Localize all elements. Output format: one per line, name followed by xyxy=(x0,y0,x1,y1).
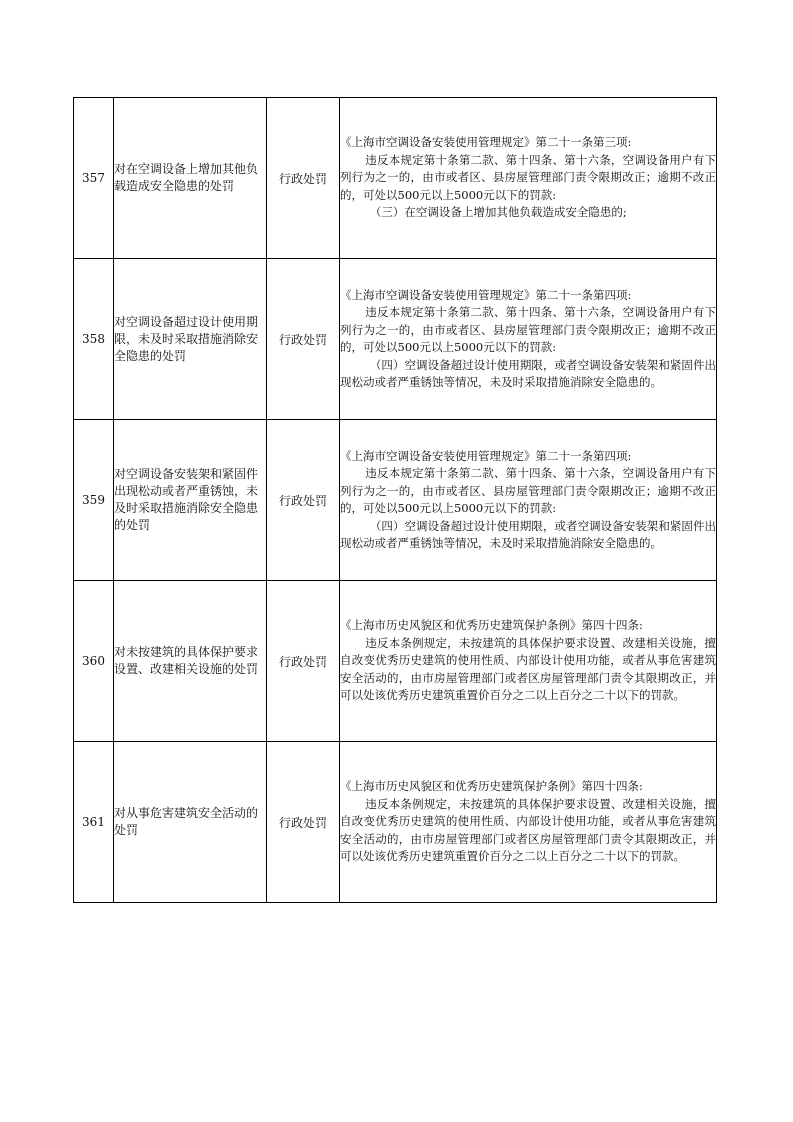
table-row xyxy=(74,742,717,903)
legal-basis xyxy=(340,98,717,259)
basis-body: 违反本条例规定，未按建筑的具体保护要求设置、改建相关设施，擅自改变优秀历史建筑的使用性质、内部设计使用功能，或者从事危害建筑安全活动的，由市房屋管理部门或者区房屋管理部门责令其限期改正，并可以处该优秀历史建筑重置价百分之二以上百分之二十以下的罚款。 xyxy=(340,635,716,703)
row-number: 360 xyxy=(74,581,114,742)
basis-citation: 《上海市历史风貌区和优秀历史建筑保护条例》第四十四条: xyxy=(340,618,643,633)
item-type: 行政处罚 xyxy=(267,742,340,903)
table-row xyxy=(74,259,717,420)
basis-body: 违反本规定第十条第二款、第十四条、第十六条，空调设备用户有下列行为之一的，由市或者区、县房屋管理部门责令限期改正；逾期不改正的，可处以500元以上5000元以下的罚款: xyxy=(340,305,716,354)
legal-basis xyxy=(340,420,717,581)
table-row xyxy=(74,581,717,742)
row-number: 359 xyxy=(74,420,114,581)
basis-item: （三）在空调设备上增加其他负载造成安全隐患的; xyxy=(369,205,627,220)
row-number: 361 xyxy=(74,742,114,903)
basis-item: （四）空调设备超过设计使用期限，或者空调设备安装架和紧固件出现松动或者严重锈蚀等情况，未及时采取措施消除安全隐患的。 xyxy=(340,357,716,389)
basis-body: 违反本规定第十条第二款、第十四条、第十六条，空调设备用户有下列行为之一的，由市或者区、县房屋管理部门责令限期改正；逾期不改正的，可处以500元以上5000元以下的罚款: xyxy=(340,466,716,515)
legal-basis xyxy=(340,742,717,903)
item-type: 行政处罚 xyxy=(267,420,340,581)
item-type: 行政处罚 xyxy=(267,581,340,742)
basis-citation: 《上海市空调设备安装使用管理规定》第二十一条第三项: xyxy=(340,135,632,150)
item-type: 行政处罚 xyxy=(267,259,340,420)
basis-citation: 《上海市空调设备安装使用管理规定》第二十一条第四项: xyxy=(340,287,632,302)
item-name: 对从事危害建筑安全活动的处罚 xyxy=(114,742,267,903)
basis-citation: 《上海市空调设备安装使用管理规定》第二十一条第四项: xyxy=(340,448,632,463)
table-row xyxy=(74,98,717,259)
item-name: 对在空调设备上增加其他负载造成安全隐患的处罚 xyxy=(114,98,267,259)
row-number: 357 xyxy=(74,98,114,259)
legal-basis xyxy=(340,259,717,420)
item-name: 对空调设备超过设计使用期限，未及时采取措施消除安全隐患的处罚 xyxy=(114,259,267,420)
table-row xyxy=(74,420,717,581)
basis-body: 违反本条例规定，未按建筑的具体保护要求设置、改建相关设施，擅自改变优秀历史建筑的使用性质、内部设计使用功能，或者从事危害建筑安全活动的，由市房屋管理部门或者区房屋管理部门责令其限期改正，并可以处该优秀历史建筑重置价百分之二以上百分之二十以下的罚款。 xyxy=(340,796,716,864)
penalty-table xyxy=(73,97,717,903)
item-type: 行政处罚 xyxy=(267,98,340,259)
item-name: 对未按建筑的具体保护要求设置、改建相关设施的处罚 xyxy=(114,581,267,742)
legal-basis xyxy=(340,581,717,742)
basis-body: 违反本规定第十条第二款、第十四条、第十六条，空调设备用户有下列行为之一的，由市或者区、县房屋管理部门责令限期改正；逾期不改正的，可处以500元以上5000元以下的罚款: xyxy=(340,152,716,202)
row-number: 358 xyxy=(74,259,114,420)
basis-item: （四）空调设备超过设计使用期限，或者空调设备安装架和紧固件出现松动或者严重锈蚀等情况，未及时采取措施消除安全隐患的。 xyxy=(340,518,716,550)
item-name: 对空调设备安装架和紧固件出现松动或者严重锈蚀，未及时采取措施消除安全隐患的处罚 xyxy=(114,420,267,581)
basis-citation: 《上海市历史风貌区和优秀历史建筑保护条例》第四十四条: xyxy=(340,779,643,794)
